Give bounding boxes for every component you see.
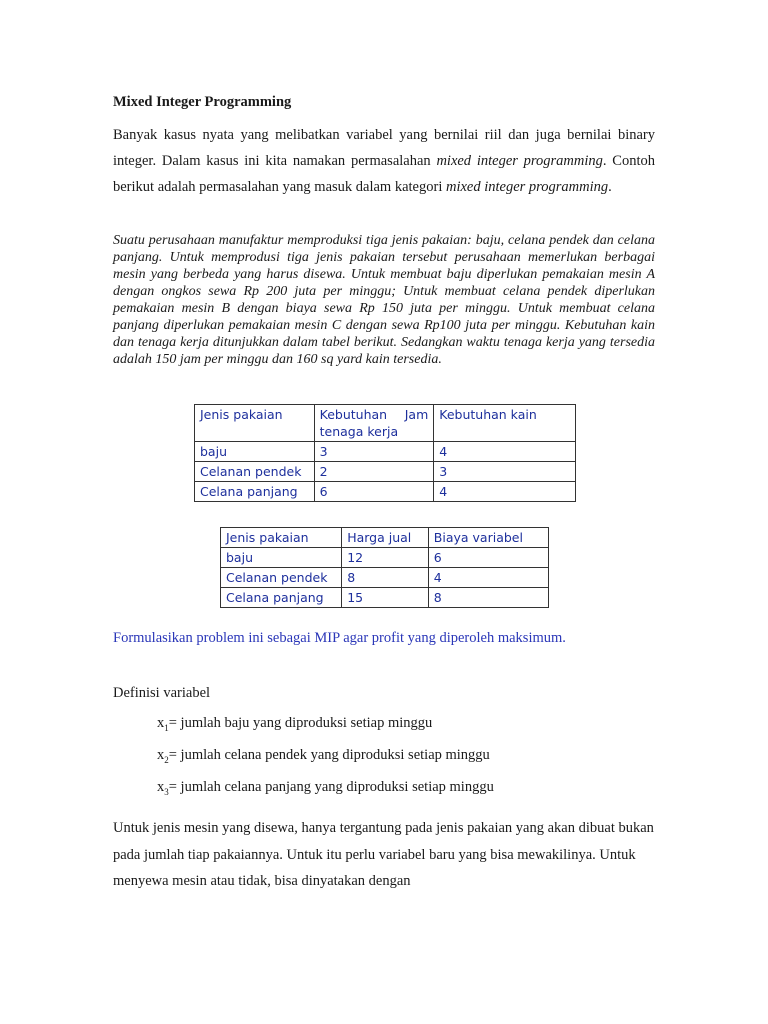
table-cell: 6	[428, 548, 548, 568]
variable-symbol: x	[157, 746, 165, 763]
table-header-text: tenaga kerja	[319, 424, 399, 439]
table-row	[221, 588, 549, 608]
intro-paragraph	[113, 122, 655, 200]
intro-text-3: .	[608, 179, 612, 195]
table-header-row	[195, 405, 576, 442]
table-header-row	[221, 528, 549, 548]
variable-description: = jumlah baju yang diproduksi setiap minggu	[168, 715, 433, 731]
table-cell: 2	[314, 462, 434, 482]
closing-paragraph: Untuk jenis mesin yang disewa, hanya tergantung pada jenis pakaian yang akan dibuat bukan pada jumlah tiap pakaiannya. Untuk itu perlu variabel baru yang bisa mewakilinya. Untuk menyewa mesin atau tidak, bisa dinyatakan dengan	[113, 820, 654, 889]
variable-description: = jumlah celana pendek yang diproduksi setiap minggu	[168, 746, 490, 763]
intro-text-2: . Contoh berikut adalah permasalahan yang masuk dalam kategori	[113, 153, 655, 195]
table-header-cell: Jenis pakaian	[195, 405, 315, 442]
table-cell: 12	[342, 548, 429, 568]
variable-subscript: 2	[164, 754, 169, 765]
table-header-text: Kebutuhan	[319, 407, 388, 422]
table-row	[221, 568, 549, 588]
table-cell: 8	[428, 588, 548, 608]
table-cell: 4	[434, 482, 576, 502]
labor-fabric-table	[194, 404, 576, 502]
table-row	[195, 482, 576, 502]
table-cell: Celanan pendek	[195, 462, 315, 482]
variable-subscript: 1	[164, 722, 169, 733]
table-row	[195, 462, 576, 482]
table-header-cell: Biaya variabel	[428, 528, 548, 548]
table-cell: baju	[221, 548, 342, 568]
intro-emphasis-1: mixed integer programming	[436, 153, 603, 169]
variable-definition	[157, 774, 673, 806]
table-cell: 8	[342, 568, 429, 588]
table-row	[221, 548, 549, 568]
table-row	[195, 442, 576, 462]
table-cell: 3	[434, 462, 576, 482]
variable-definition	[157, 710, 673, 742]
variable-definitions	[113, 683, 673, 806]
table-cell: 3	[314, 442, 434, 462]
table-cell: Celana panjang	[195, 482, 315, 502]
variable-symbol: x	[157, 715, 165, 731]
table-cell: 15	[342, 588, 429, 608]
problem-statement: Suatu perusahaan manufaktur memproduksi tiga jenis pakaian: baju, celana pendek dan celana panjang. Untuk memprodusi tiga jenis pakaian tersebut perusahaan memerlukan berbagai mesin yang berbeda yang harus disewa. Untuk membuat baju diperlukan pemakaian mesin A dengan ongkos sewa Rp 200 juta per minggu; Untuk membuat celana pendek diperlukan pemakaian mesin B dengan biaya sewa Rp 150 juta per minggu. Untuk membuat celana panjang diperlukan pemakaian mesin C dengan sewa Rp100 juta per minggu. Kebutuhan kain dan tenaga kerja ditunjukkan dalam tabel berikut. Sedangkan waktu tenaga kerja yang tersedia adalah 150 jam per minggu dan 160 sq yard kain tersedia.	[113, 233, 655, 367]
variable-definition	[157, 742, 673, 774]
table-cell: Celana panjang	[221, 588, 342, 608]
table-header-text: Jam	[404, 407, 429, 422]
variable-description: = jumlah celana panjang yang diproduksi setiap minggu	[168, 778, 494, 795]
document-title: Mixed Integer Programming	[113, 94, 292, 110]
instruction-text: Formulasikan problem ini sebagai MIP agar profit yang diperoleh maksimum.	[113, 630, 566, 646]
table-header-cell: Kebutuhan kain	[434, 405, 576, 442]
intro-emphasis-2: mixed integer programming	[445, 179, 609, 195]
variable-subscript: 3	[164, 786, 169, 797]
table-cell: 6	[314, 482, 434, 502]
table-header-cell: Harga jual	[342, 528, 429, 548]
intro-text-1: Banyak kasus nyata yang melibatkan variabel yang bernilai riil dan juga bernilai binary integer. Dalam kasus ini kita namakan permasalahan	[113, 127, 655, 169]
table-cell: baju	[195, 442, 315, 462]
table-header-cell: Jenis pakaian	[221, 528, 342, 548]
variable-symbol: x	[157, 778, 165, 795]
document-body	[113, 92, 655, 368]
table-header-cell	[314, 405, 434, 442]
definitions-heading: Definisi variabel	[113, 685, 211, 701]
table-cell: 4	[434, 442, 576, 462]
table-cell: Celanan pendek	[221, 568, 342, 588]
price-cost-table	[220, 527, 549, 608]
table-cell: 4	[428, 568, 548, 588]
